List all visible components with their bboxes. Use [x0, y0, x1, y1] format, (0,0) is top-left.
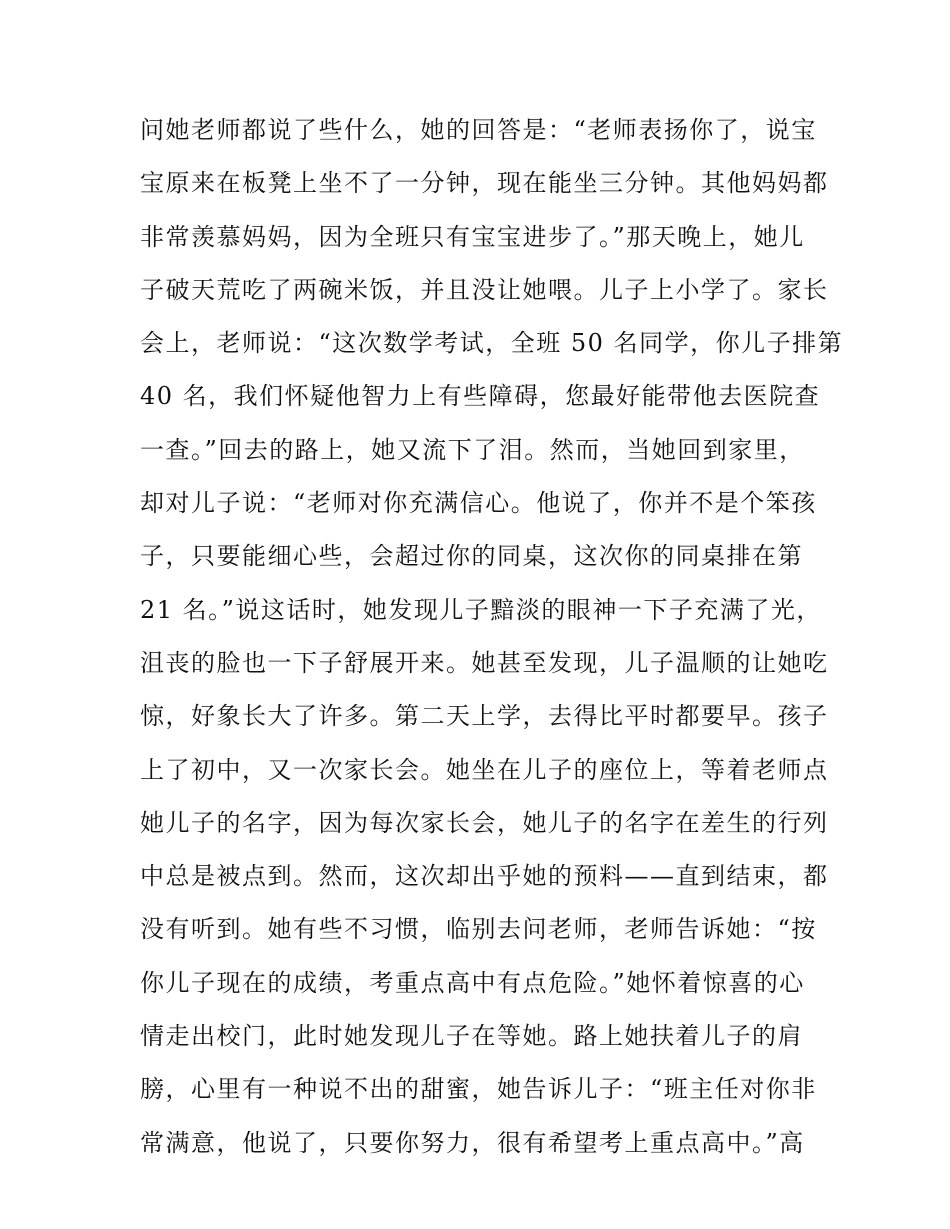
text-line: 非常羡慕妈妈，因为全班只有宝宝进步了。”那天晚上，她儿 [140, 222, 805, 251]
text-line: 膀，心里有一种说不出的甜蜜，她告诉儿子：“班主任对你非 [140, 1075, 817, 1104]
text-line: 没有听到。她有些不习惯，临别去问老师，老师告诉她：“按 [140, 915, 817, 944]
text-line: 子，只要能细心些，会超过你的同桌，这次你的同桌排在第 [140, 542, 803, 571]
text-line: 宝原来在板凳上坐不了一分钟，现在能坐三分钟。其他妈妈都 [140, 169, 829, 198]
text-line: 会上，老师说：“这次数学考试，全班 50 名同学，你儿子排第 [140, 329, 844, 358]
text-line: 40 名，我们怀疑他智力上有些障碍，您最好能带他去医院查 [140, 382, 821, 411]
text-line: 惊，好象长大了许多。第二天上学，去得比平时都要早。孩子 [140, 702, 829, 731]
body-text [140, 104, 844, 1170]
text-line: 却对儿子说：“老师对你充满信心。他说了，你并不是个笨孩 [140, 489, 817, 518]
text-line: 中总是被点到。然而，这次却出乎她的预料——直到结束，都 [140, 862, 829, 891]
text-line: 子破天荒吃了两碗米饭，并且没让她喂。儿子上小学了。家长 [140, 275, 829, 304]
text-line: 一查。”回去的路上，她又流下了泪。然而，当她回到家里， [140, 435, 805, 464]
text-line: 21 名。”说这话时，她发现儿子黯淡的眼神一下子充满了光， [140, 595, 822, 624]
text-line: 你儿子现在的成绩，考重点高中有点危险。”她怀着惊喜的心 [140, 968, 805, 997]
text-line: 上了初中，又一次家长会。她坐在儿子的座位上，等着老师点 [140, 755, 829, 784]
text-line: 问她老师都说了些什么，她的回答是：“老师表扬你了，说宝 [140, 116, 817, 144]
text-line: 常满意，他说了，只要你努力，很有希望考上重点高中。”高 [140, 1128, 805, 1157]
text-line: 情走出校门，此时她发现儿子在等她。路上她扶着儿子的肩 [140, 1022, 803, 1051]
text-line: 沮丧的脸也一下子舒展开来。她甚至发现，儿子温顺的让她吃 [140, 648, 829, 677]
text-line: 她儿子的名字，因为每次家长会，她儿子的名字在差生的行列 [140, 808, 829, 837]
